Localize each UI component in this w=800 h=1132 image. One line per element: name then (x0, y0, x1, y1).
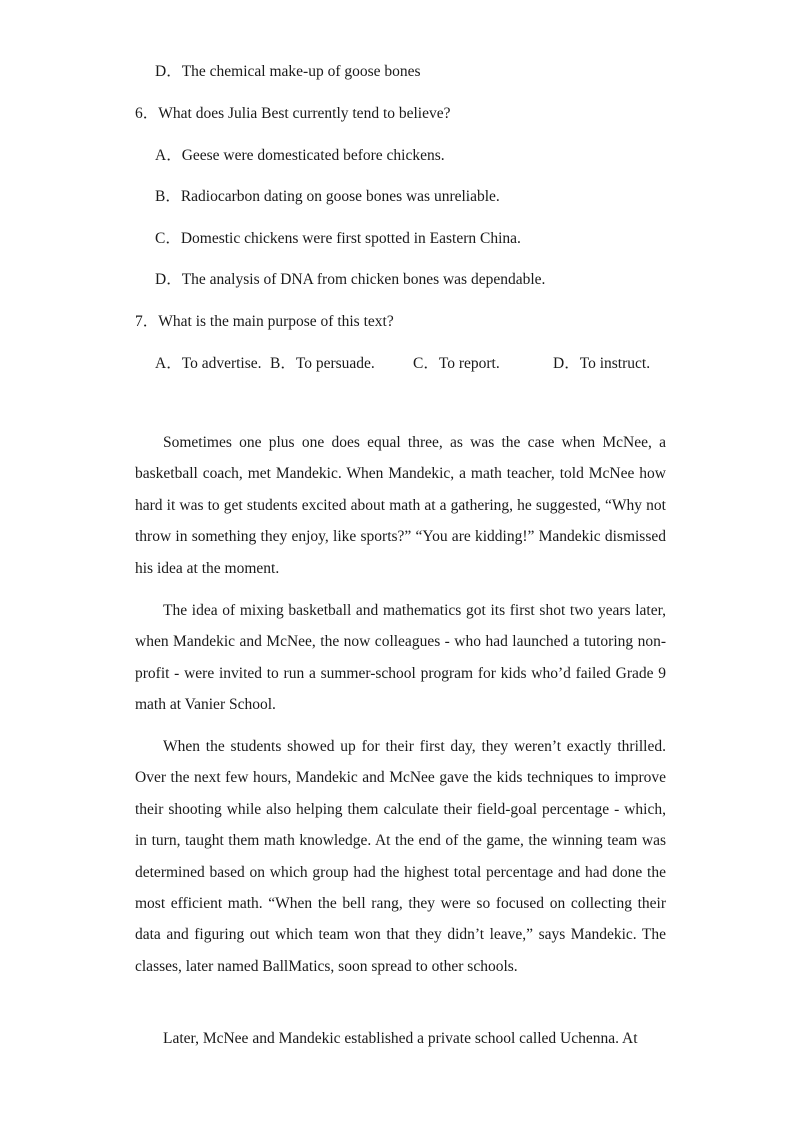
passage-paragraph-4: Later, McNee and Mandekic established a private school called Uchenna. At (163, 1030, 638, 1047)
q6-option-c: C．Domestic chickens were first spotted in Eastern China. (155, 230, 521, 247)
q6-stem: 6．What does Julia Best currently tend to believe? (135, 105, 451, 122)
q6-option-d: D．The analysis of DNA from chicken bones was dependable. (155, 271, 546, 288)
q6-option-b: B．Radiocarbon dating on goose bones was unreliable. (155, 188, 500, 205)
q7-option-d: D．To instruct. (553, 355, 651, 372)
passage-paragraph-2: The idea of mixing basketball and mathematics got its first shot two years later, when Mandekic and McNee, the now colleagues - who had launched a tutoring non-profit - were invited to run a summer-school program for kids who’d failed Grade 9 math at Vanier School. (135, 602, 666, 714)
passage-paragraph-3: When the students showed up for their first day, they weren’t exactly thrilled. Over the next few hours, Mandekic and McNee gave the kids techniques to improve their shooting while also helping them calculate their field-goal percentage - which, in turn, taught them math knowledge. At the end of the game, the winning team was determined based on which group had the highest total percentage and had done the most efficient math. “When the bell rang, they were so focused on collecting their data and figuring out which team won that they didn’t leave,” says Mandekic. The classes, later named BallMatics, soon spread to other schools. (135, 738, 666, 975)
q7-stem: 7．What is the main purpose of this text? (135, 313, 394, 330)
q5-option-d: D．The chemical make-up of goose bones (155, 63, 421, 80)
q7-option-a: A．To advertise. (155, 355, 262, 372)
q7-option-c: C．To report. (413, 355, 500, 372)
q6-option-a: A．Geese were domesticated before chickens. (155, 147, 445, 164)
passage-paragraph-1: Sometimes one plus one does equal three, as was the case when McNee, a basketball coach, met Mandekic. When Mandekic, a math teacher, told McNee how hard it was to get students excited about math at a gathering, he suggested, “Why not throw in something they enjoy, like sports?” “You are kidding!” Mandekic dismissed his idea at the moment. (135, 434, 666, 577)
q7-option-b: B．To persuade. (270, 355, 375, 372)
